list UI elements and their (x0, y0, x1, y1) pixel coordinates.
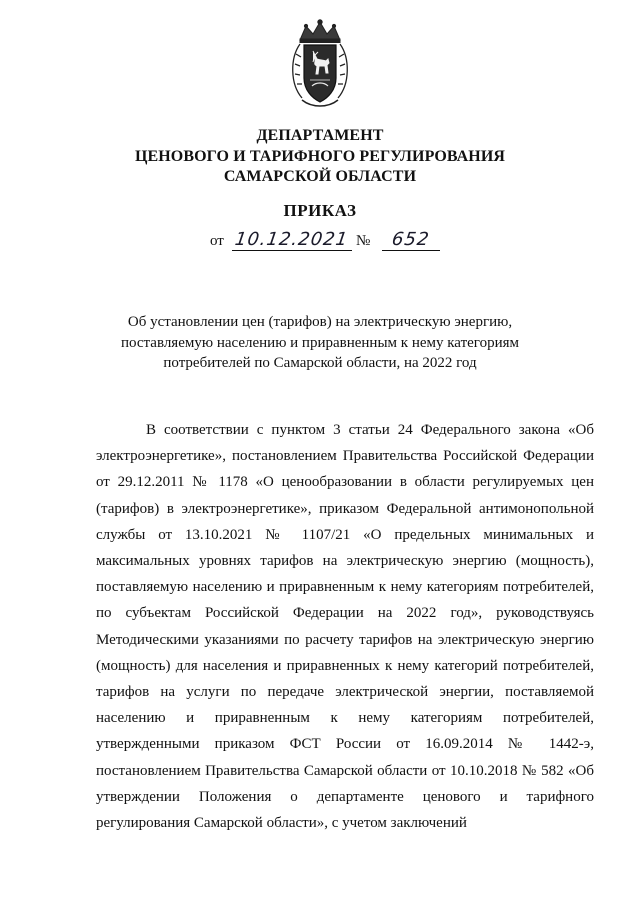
date-label: от (210, 233, 224, 249)
body-paragraph: В соответствии с пунктом 3 статьи 24 Федерального закона «Об электроэнергетике», постановлением Правительства Российской Федерации от 29.12.2011 № 1178 «О ценообразовании в области регулируемых цен (тарифов) в электроэнергетике», приказом Федеральной антимонопольной службы от 13.10.2021 № 1107/21 «О предельных минимальных и максимальных уровнях тарифов на электрическую энергию (мощность), поставляемую населению и приравненным к нему категориям потребителей, по субъектам Российской Федерации на 2022 год», руководствуясь Методическими указаниями по расчету тарифов на электрическую энергию (мощность) для населения и приравненных к нему категорий потребителей, тарифов на услуги по передаче электрической энергии, поставляемой населению и приравненным к нему категориям потребителей, утвержденными приказом ФСТ России от 16.09.2014 № 1442-э, постановлением Правительства Самарской области от 10.10.2018 № 582 «Об утверждении Положения о департаменте ценового и тарифного регулирования Самарской области», с учетом заключений (96, 422, 594, 832)
number-field (382, 230, 440, 251)
coat-of-arms-emblem (286, 18, 354, 110)
department-name (0, 126, 640, 188)
department-line-2: ЦЕНОВОГО И ТАРИФНОГО РЕГУЛИРОВАНИЯ (134, 147, 506, 165)
date-field (232, 230, 352, 251)
handwritten-number: 652 (390, 229, 432, 250)
crown-icon (300, 20, 340, 43)
department-line-1: ДЕПАРТАМЕНТ (256, 127, 384, 144)
order-date-number-line (210, 229, 450, 253)
number-label: № (356, 233, 371, 249)
order-subject: Об установлении цен (тарифов) на электрическую энергию, поставляемую населению и приравненным к нему категориям потребителей по Самарской области, на 2022 год (120, 314, 519, 371)
handwritten-date: 10.12.2021 (234, 229, 351, 250)
shield-icon (304, 45, 336, 102)
order-title: ПРИКАЗ (283, 201, 357, 220)
department-line-3: САМАРСКОЙ ОБЛАСТИ (223, 168, 417, 185)
